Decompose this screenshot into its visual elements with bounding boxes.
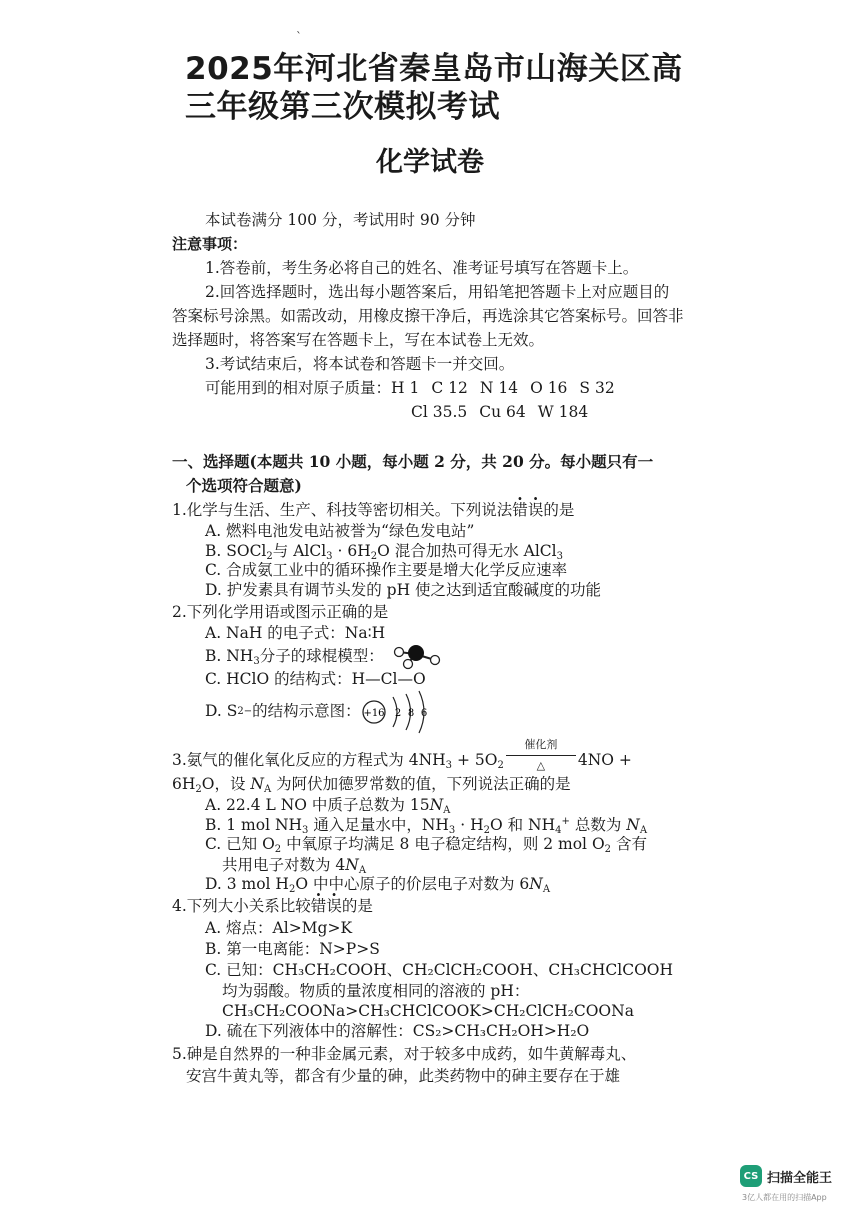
subject-title: 化学试卷: [376, 147, 484, 178]
q3-stem: 3.氨气的催化氧化反应的方程式为 $4NH_3 + 5O_2$ 催化剂 △ 4NO +: [172, 743, 684, 772]
atomic-mass-o: O 16: [530, 379, 568, 397]
q2-option-d: D. S 2− 的结构示意图： +16 2 8 6: [172, 689, 684, 735]
atomic-mass-cu: Cu 64: [479, 403, 526, 421]
notice-3: 3.考试结束后，将本试卷和答题卡一并交回。: [205, 355, 515, 373]
q2-option-b: B. $NH_3$分子的球棍模型：: [172, 644, 684, 670]
stray-mark: `: [296, 30, 302, 44]
shell-3-electrons: 6: [420, 708, 427, 719]
q3-option-c: C. 已知 $O_2$ 中氧原子均满足 8 电子稳定结构，则 2 mol $O_2$ 含有: [205, 835, 647, 855]
q1-emphasis-1: 错: [512, 501, 528, 519]
notice-2: 2.回答选择题时，选出每小题答案后，用铅笔把答题卡上对应题目的答案标号涂黑。如需改动，用橡皮擦干净后，再选涂其它答案标号。回答非选择题时，将答案写在答题卡上，写在本试卷上无效。: [172, 283, 684, 349]
scanner-app-slogan: 3亿人都在用的扫描App: [742, 1193, 827, 1202]
atomic-mass-h: H 1: [391, 379, 420, 397]
nh3-ball-stick-model: [389, 644, 449, 670]
atomic-mass-label: 可能用到的相对原子质量：: [205, 379, 392, 397]
q3-option-c-cont: 共用电子对数为 $4N_A$: [222, 855, 367, 876]
atomic-mass-s: S 32: [579, 379, 615, 397]
nucleus-charge: +16: [363, 708, 385, 719]
reaction-arrow: [504, 738, 578, 772]
section-1-heading-cont: 个选项符合题意): [186, 476, 302, 495]
exam-content: [172, 208, 684, 1086]
q1-option-d: D. 护发素具有调节头发的 pH 使之达到适宜酸碱度的功能: [205, 580, 602, 599]
atomic-mass-n: N 14: [479, 379, 519, 397]
exam-title: 2025年河北省秦皇岛市山海关区高三年级第三次模拟考试: [185, 51, 683, 125]
q1-emphasis-2: 误: [527, 501, 544, 519]
q4-option-d: D. 硫在下列液体中的溶解性：CS₂>CH₃CH₂OH>H₂O: [205, 1022, 590, 1040]
q4-emphasis-2: 误: [326, 897, 342, 915]
shell-2-electrons: 8: [407, 708, 414, 719]
atomic-mass-c: C 12: [431, 379, 468, 397]
q5-stem-cont: 安宫牛黄丸等，都含有少量的砷，此类药物中的砷主要存在于雄: [186, 1067, 621, 1085]
q4-stem: 4.下列大小关系比较错误的是: [172, 897, 373, 915]
q3-option-d: D. 3 mol $H_2O$ 中中心原子的价层电子对数为 $6N_A$: [205, 874, 551, 895]
atomic-mass-cl: Cl 35.5: [411, 403, 468, 421]
q1-stem: 1.化学与生活、生产、科技等密切相关。下列说法错误的是: [172, 501, 575, 519]
shell-1-electrons: 2: [394, 708, 401, 719]
q4-option-b: B. 第一电离能：N>P>S: [205, 940, 380, 958]
sulfide-ion-structure-diagram: [361, 689, 435, 735]
q5-stem: 5.砷是自然界的一种非金属元素，对于较多中成药，如牛黄解毒丸、: [172, 1045, 637, 1063]
catalyst-label: 催化剂: [524, 738, 558, 751]
full-score-note: 本试卷满分 100 分，考试用时 90 分钟: [205, 211, 476, 229]
q4-option-a: A. 熔点：Al>Mg>K: [205, 919, 353, 937]
q1-option-a: A. 燃料电池发电站被誉为“绿色发电站”: [205, 522, 475, 540]
q2-stem: 2.下列化学用语或图示正确的是: [172, 603, 389, 621]
q3-option-a: A. 22.4 L NO 中质子总数为 $15N_A$: [205, 796, 451, 816]
atomic-mass-line-1: [172, 376, 684, 400]
q3-stem-cont: $6H_2O$，设 $N_A$ 为阿伏加德罗常数的值，下列说法正确的是: [172, 775, 571, 795]
atomic-mass-w: W 184: [537, 403, 589, 421]
scanner-app-name: 扫描全能王: [767, 1170, 833, 1186]
q2-option-c: C. HClO 的结构式：H—Cl—O: [205, 669, 426, 688]
q4-emphasis-1: 错: [310, 897, 327, 915]
q1-option-c: C. 合成氨工业中的循环操作主要是增大化学反应速率: [205, 561, 568, 579]
section-1-heading: 一、选择题(本题共 10 小题，每小题 2 分，共 20 分。每小题只有一: [172, 452, 654, 471]
cs-logo-icon: CS: [740, 1165, 762, 1187]
q1-option-b: B. SOCl$_2$与 AlCl$_3$ · $6H_2O$ 混合加热可得无水 AlCl$_3$: [205, 541, 563, 562]
notice-heading: 注意事项：: [172, 235, 248, 253]
q4-option-c-cont-2: CH₃CH₂COONa>CH₃CHClCOOK>CH₂ClCH₂COONa: [222, 1002, 634, 1020]
q2-option-a: A. NaH 的电子式：Na∶H: [205, 624, 386, 642]
q4-option-c-cont-1: 均为弱酸。物质的量浓度相同的溶液的 pH：: [222, 982, 530, 1000]
heat-symbol: △: [536, 759, 546, 772]
q3-option-b: B. 1 mol $NH_3$ 通入足量水中，$NH_3 \cdot H_2O$ 和 $NH_4^+$ 总数为 $N_A$: [205, 815, 648, 836]
notice-1: 1.答卷前，考生务必将自己的姓名、准考证号填写在答题卡上。: [205, 259, 639, 277]
scanner-watermark: [740, 1165, 832, 1187]
atomic-mass-line-2: [172, 400, 684, 424]
q4-option-c: C. 已知：CH₃CH₂COOH、CH₂ClCH₂COOH、CH₃CHClCOOH: [205, 961, 673, 979]
